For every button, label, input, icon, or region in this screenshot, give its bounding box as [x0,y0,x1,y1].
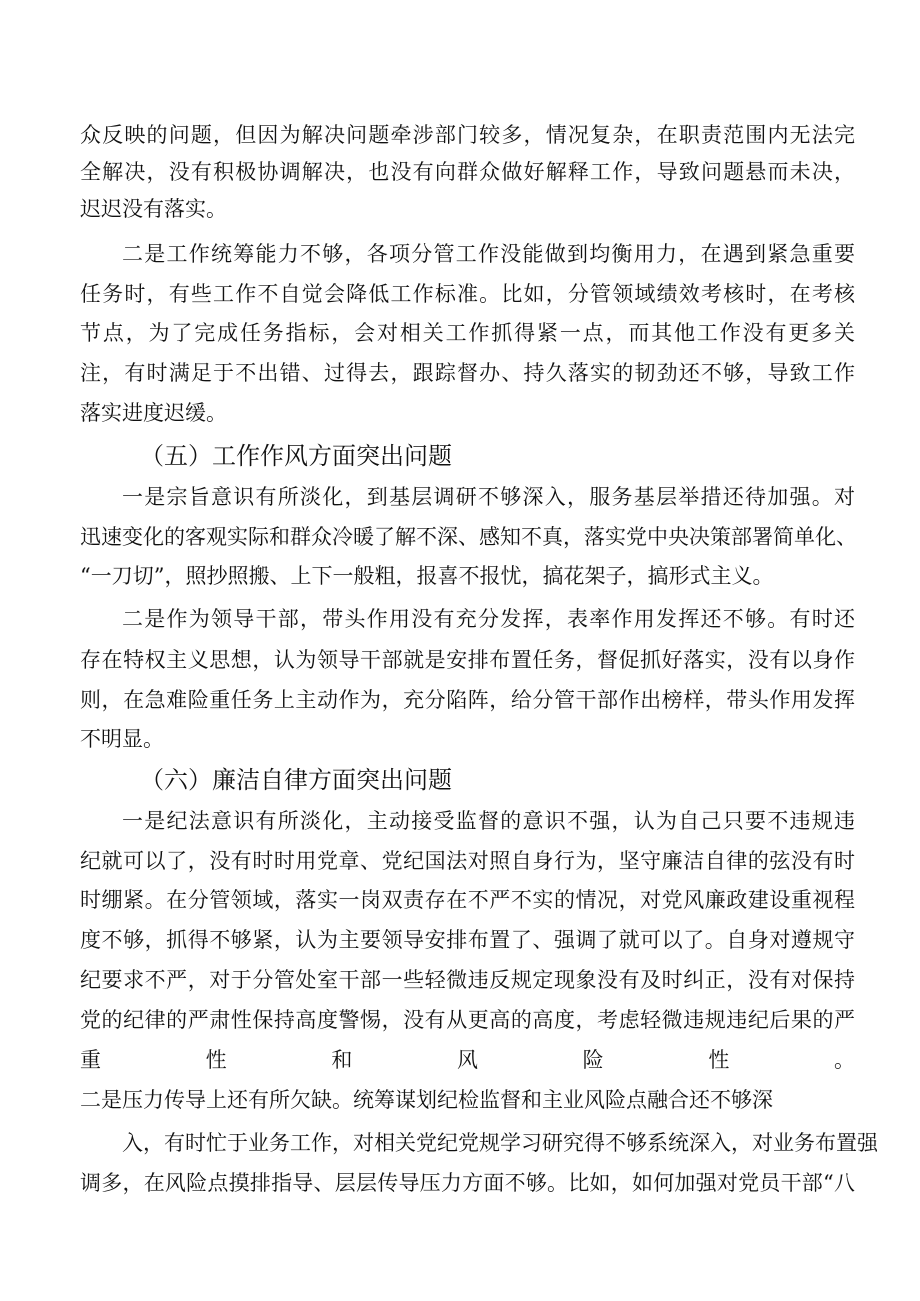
body-text-line: 二是压力传导上还有所欠缺。统筹谋划纪检监督和主业风险点融合还不够深 [80,1088,773,1112]
body-text-line: 全解决，没有积极协调解决，也没有向群众做好解释工作，导致问题悬而未决， [80,160,855,184]
body-text-line [80,1203,855,1243]
body-text-line: 则，在急难险重任务上主动作为，充分陷阵，给分管干部作出榜样，带头作用发挥 [80,688,855,712]
paragraph-start-line: 一是宗旨意识有所淡化，到基层调研不够深入，服务基层举措还待加强。对 [122,485,855,509]
body-text-line: 注，有时满足于不出错、过得去，跟踪督办、持久落实的韧劲还不够，导致工作 [80,361,855,385]
body-text-line: 任务时，有些工作不自觉会降低工作标准。比如，分管领域绩效考核时，在考核 [80,282,855,306]
section-heading-6: （六）廉洁自律方面突出问题 [140,766,452,794]
body-text-line: 落实进度迟缓。 [80,401,227,425]
body-text-line: 调多，在风险点摸排指导、层层传导压力方面不够。比如，如何加强对党员干部“八 [80,1171,855,1195]
body-text-line: 迅速变化的客观实际和群众冷暖了解不深、感知不真，落实党中央决策部署简单化、 [80,525,857,549]
paragraph-start-line: 二是工作统筹能力不够，各项分管工作没能做到均衡用力，在遇到紧急重要 [122,242,855,266]
body-text-line: 不明显。 [80,727,164,751]
section-heading-5: （五）工作作风方面突出问题 [140,442,452,470]
paragraph-start-line: 二是作为领导干部，带头作用没有充分发挥，表率作用发挥还不够。有时还 [122,607,855,631]
paragraph-start-line: 一是纪法意识有所淡化，主动接受监督的意识不强，认为自己只要不违规违 [122,809,855,833]
body-text-line: 时绷紧。在分管领域，落实一岗双责存在不严不实的情况，对党风廉政建设重视程 [80,888,855,912]
body-text-line: 度不够，抓得不够紧，认为主要领导安排布置了、强调了就可以了。自身对遵规守 [80,928,855,952]
body-text-line: 纪就可以了，没有时时用党章、党纪国法对照自身行为，坚守廉洁自律的弦没有时 [80,849,855,873]
body-text-line: 众反映的问题，但因为解决问题牵涉部门较多，情况复杂，在职责范围内无法完 [80,123,855,147]
body-text-line: 节点，为了完成任务指标，会对相关工作抓得紧一点，而其他工作没有更多关 [80,321,855,345]
body-text-line: 重性和风险性。 [80,1048,855,1072]
body-text-line: 党的纪律的严肃性保持高度警惕，没有从更高的高度，考虑轻微违规违纪后果的严 [80,1008,855,1032]
body-text-line: 存在特权主义思想，认为领导干部就是安排布置任务，督促抓好落实，没有以身作 [80,648,855,672]
body-text-line: 迟迟没有落实。 [80,197,227,221]
body-text-line: 纪要求不严，对于分管处室干部一些轻微违反规定现象没有及时纠正，没有对保持 [80,968,855,992]
body-text-line: “一刀切”，照抄照搬、上下一般粗，报喜不报忧，搞花架子，搞形式主义。 [80,564,774,588]
paragraph-start-line: 入，有时忙于业务工作，对相关党纪党规学习研究得不够系统深入，对业务布置强 [122,1131,878,1155]
